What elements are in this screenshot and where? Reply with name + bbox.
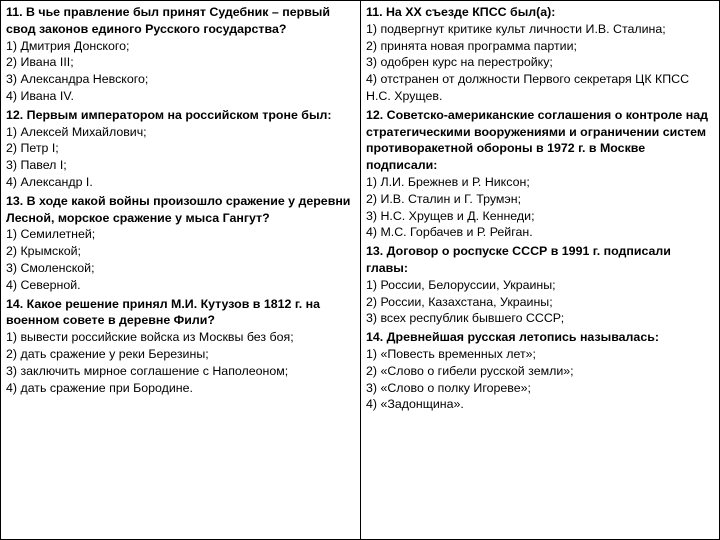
answer-option: 2) дать сражение у реки Березины; bbox=[6, 346, 209, 361]
answer-option: 3) одобрен курс на перестройку; bbox=[366, 55, 553, 70]
question-title: 13. В ходе какой войны произошло сражение у деревни Лесной, морское сражение у мыса Гангут? bbox=[6, 193, 351, 225]
question-title: 12. Советско-американские соглашения о контроле над стратегическими вооружениями и ограничении систем противоракетной обороны в 1972 г. в Москве подписали: bbox=[366, 107, 708, 173]
answer-option: 1) Алексей Михайлович; bbox=[6, 124, 147, 139]
answer-option: 4) Александр I. bbox=[6, 174, 93, 189]
question-block bbox=[366, 243, 714, 327]
question-block bbox=[6, 4, 355, 105]
answer-option: 4) М.С. Горбачев и Р. Рейган. bbox=[366, 225, 533, 240]
answer-option: 2) И.В. Сталин и Г. Трумэн; bbox=[366, 191, 522, 206]
answer-option: 2) «Слово о гибели русской земли»; bbox=[366, 363, 574, 378]
question-title: 13. Договор о роспуске СССР в 1991 г. подписали главы: bbox=[366, 244, 671, 275]
answer-option: 1) подвергнут критике культ личности И.В. Сталина; bbox=[366, 21, 666, 36]
question-title: 11. В чье правление был принят Судебник – первый свод законов единого Русского государства? bbox=[6, 5, 331, 36]
answer-option: 3) Смоленской; bbox=[6, 260, 95, 275]
answer-option: 1) Семилетней; bbox=[6, 227, 96, 242]
answer-option: 4) Ивана IV. bbox=[6, 88, 74, 103]
question-block bbox=[6, 107, 355, 191]
answer-option: 3) всех республик бывшего СССР; bbox=[366, 311, 565, 326]
answer-option: 1) Дмитрия Донского; bbox=[6, 38, 130, 53]
answer-option: 4) отстранен от должности Первого секретаря ЦК КПСС Н.С. Хрущев. bbox=[366, 72, 690, 103]
question-title: 14. Древнейшая русская летопись называлась: bbox=[366, 330, 659, 345]
answer-option: 2) Ивана III; bbox=[6, 55, 74, 70]
answer-option: 3) Александра Невского; bbox=[6, 72, 149, 87]
answer-option: 3) Н.С. Хрущев и Д. Кеннеди; bbox=[366, 208, 535, 223]
answer-option: 4) «Задонщина». bbox=[366, 397, 464, 412]
answer-option: 1) вывести российские войска из Москвы без боя; bbox=[6, 330, 294, 345]
answer-option: 3) Павел I; bbox=[6, 158, 67, 173]
answer-option: 3) заключить мирное соглашение с Наполеоном; bbox=[6, 363, 289, 378]
question-block bbox=[6, 296, 355, 397]
question-title: 11. На XX съезде КПСС был(а): bbox=[366, 5, 556, 19]
answer-option: 2) России, Казахстана, Украины; bbox=[366, 294, 553, 309]
right-column bbox=[361, 1, 719, 539]
answer-option: 2) Крымской; bbox=[6, 244, 82, 259]
question-block bbox=[6, 193, 355, 294]
answer-option: 1) «Повесть временных лет»; bbox=[366, 346, 536, 361]
question-title: 12. Первым императором на российском троне был: bbox=[6, 107, 332, 122]
question-block bbox=[366, 107, 714, 241]
question-block bbox=[366, 329, 714, 413]
answer-option: 2) Петр I; bbox=[6, 141, 59, 156]
question-title: 14. Какое решение принял М.И. Кутузов в 1812 г. на военном совете в деревне Фили? bbox=[6, 296, 321, 328]
answer-option: 4) Северной. bbox=[6, 277, 81, 292]
question-block bbox=[366, 4, 714, 105]
answer-option: 4) дать сражение при Бородине. bbox=[6, 380, 193, 395]
answer-option: 1) Л.И. Брежнев и Р. Никсон; bbox=[366, 174, 530, 189]
answer-option: 1) России, Белоруссии, Украины; bbox=[366, 277, 556, 292]
answer-option: 2) принята новая программа партии; bbox=[366, 38, 577, 53]
left-column bbox=[1, 1, 361, 539]
answer-option: 3) «Слово о полку Игореве»; bbox=[366, 380, 531, 395]
